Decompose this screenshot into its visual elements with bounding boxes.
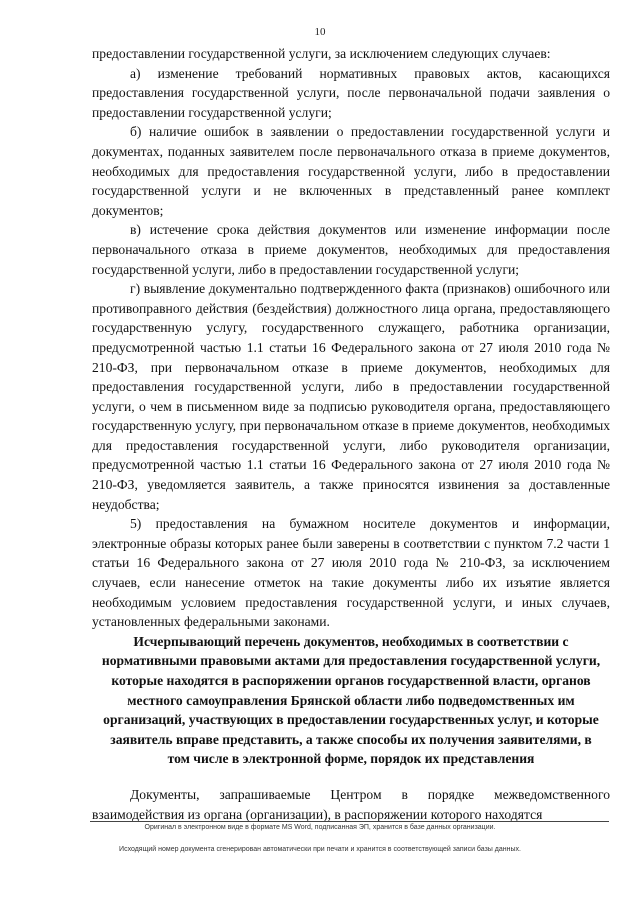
document-body	[92, 44, 610, 824]
page-number: 10	[314, 26, 326, 38]
paragraph-documents: Документы, запрашиваемые Центром в порядке межведомственного взаимодействия из органа (организации), в распоряжении которого находятся	[92, 786, 610, 822]
footer-note-number: Исходящий номер документа сгенерирован автоматически при печати и хранится в соответствующей записи базы данных.	[119, 846, 521, 853]
paragraph-item-a: а) изменение требований нормативных правовых актов, касающихся предоставления государственной услуги, после первоначальной подачи заявления о предоставлении государственной услуги;	[92, 65, 610, 120]
paragraph-item-5: 5) предоставления на бумажном носителе документов и информации, электронные образы которых ранее были заверены в соответствии с пунктом 7.2 части 1 статьи 16 Федерального закона от 27 июля 2010 года № 210-ФЗ, за исключением случаев, если нанесение отметок на такие документы либо их изъятие является необходимым условием предоставления государственной услуги, и иных случаев, установленных федеральными законами.	[92, 516, 610, 630]
paragraph-item-v: в) истечение срока действия документов или изменение информации после первоначального отказа в приеме документов, необходимых для предоставления государственной услуги, либо в предоставлении государственной услуги;	[92, 222, 610, 277]
paragraph-item-b: б) наличие ошибок в заявлении о предоставлении государственной услуги и документах, поданных заявителем после первоначального отказа в приеме документов, необходимых для предоставления государственной услуги, либо в предоставлении государственной услуги и не включенных в представленный ранее комплект документов;	[92, 124, 610, 218]
paragraph-intro: предоставлении государственной услуги, за исключением следующих случаев:	[92, 46, 551, 61]
footer-divider	[90, 821, 609, 822]
paragraph-item-g: г) выявление документально подтвержденного факта (признаков) ошибочного или противоправного действия (бездействия) должностного лица органа, предоставляющего государственную услугу, государственного служащего, работника организации, предусмотренной частью 1.1 статьи 16 Федерального закона от 27 июля 2010 года № 210-ФЗ, при первоначальном отказе в приеме документов, необходимых для предоставления государственной услуги, либо в предоставлении государственной услуги, о чем в письменном виде за подписью руководителя органа, предоставляющего государственную услугу, при первоначальном отказе в приеме документов, необходимых для предоставления государственной услуги, либо руководителя организации, предусмотренной частью 1.1 статьи 16 Федерального закона от 27 июля 2010 года № 210-ФЗ, уведомляется заявитель, а также приносятся извинения за доставленные неудобства;	[92, 281, 610, 512]
section-heading: Исчерпывающий перечень документов, необходимых в соответствии с нормативными правовыми актами для предоставления государственной услуги, которые находятся в распоряжении органов государственной власти, органов местного самоуправления Брянской области либо подведомственных им организаций, участвующих в предоставлении государственных услуг, и которые заявитель вправе представить, а также способы их получения заявителями, в том числе в электронной форме, порядок их представления	[101, 633, 601, 767]
footer-note-original: Оригинал в электронном виде в формате MS Word, подписанная ЭП, хранится в базе данных организации.	[144, 824, 496, 831]
